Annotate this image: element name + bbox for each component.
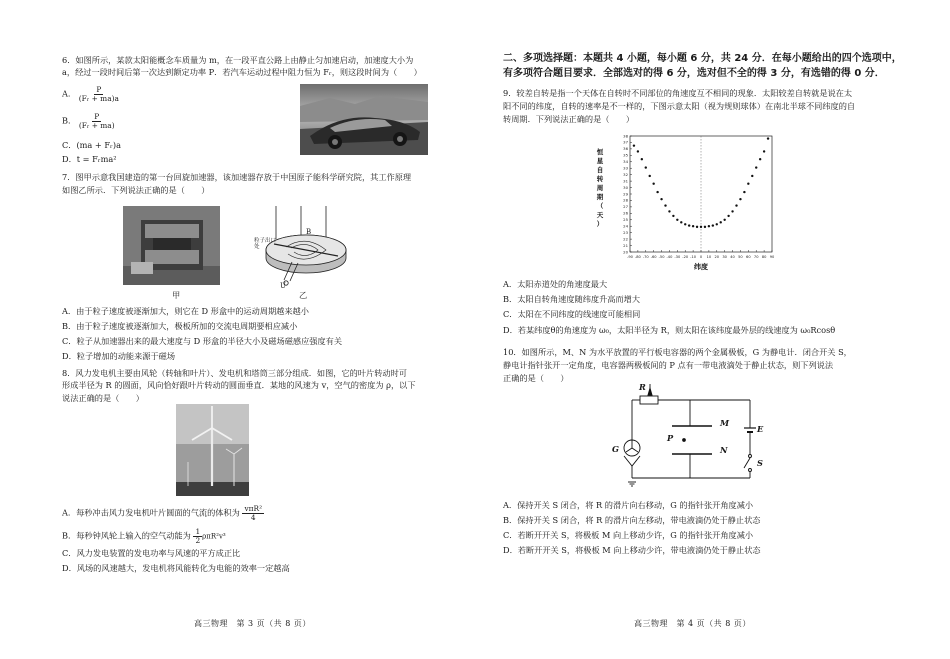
chart-y-axis-label-char: 期 [596,193,604,201]
q8-option-a[interactable]: A．每秒冲击风力发电机叶片圆面的气流的体积为 $\frac{\text{vπR²}}{4}$ [62,504,263,523]
chart-data-point [767,137,769,139]
circuit-label-n: N [720,445,728,455]
chart-y-tick-label: 29 [623,191,628,197]
q10-stem-line3: 正确的是（ ） [503,373,569,383]
q8-stem-line1: 8．风力发电机主要由风轮（转轴和叶片）、发电机和塔筒三部分组成．如图，它的叶片转动时可 [62,368,407,378]
chart-x-tick-label: 10 [706,255,712,259]
chart-y-tick-label: 20 [623,249,628,255]
chart-y-tick-label: 22 [623,236,628,242]
chart-data-point [751,175,753,177]
q7-stem-line1: 7．图甲示意我国建造的第一台回旋加速器，该加速器存放于中国原子能科学研究院，其工作原理 [62,172,412,182]
chart-data-point [735,204,737,206]
chart-x-tick-label: -60 [650,255,657,259]
chart-x-tick-label: -20 [682,255,689,259]
chart-x-tick-label: -50 [658,255,665,259]
chart-data-point [656,191,658,193]
section-title-line2: 有多项符合题目要求．全部选对的得 6 分，选对但不全的得 3 分，有选错的得 0 分． [503,68,885,79]
chart-data-point [696,226,698,228]
q10-option-c[interactable]: C．若断开开关 S，将极板 M 向上移动少许，G 的指针张开角度减小 [503,530,754,540]
chart-x-tick-label: -80 [634,255,641,259]
chart-data-point [633,144,635,146]
q6-option-a-fraction: $\frac{P}{\text{(Fᵣ + ma)a}}$ [78,85,119,104]
figure-label-a: 甲 [172,290,181,300]
chart-y-tick-label: 25 [623,217,628,223]
q9-stem-line1: 9．较差自转是指一个天体在自转时不同部位的角速度互不相同的现象．太阳较差自转就是说在太 [503,88,853,98]
q10-stem-line2: 静电计指针张开一定角度，电容器两极板间的 P 点有一带电液滴处于静止状态，则下列说法 [503,360,834,370]
chart-y-tick-label: 28 [623,197,628,203]
chart-y-axis-label-char: 周 [596,184,604,192]
chart-data-point [727,215,729,217]
q9-stem-line3: 转周期．下列说法正确的是（ ） [503,114,635,124]
q8-option-c[interactable]: C．风力发电装置的发电功率与风速的平方成正比 [62,548,241,558]
q9-stem-line2: 阳不同的纬度，自转的速率是不一样的，下图示意太阳（视为规则球体）在南北半球不同纬度的自 [503,101,856,111]
q8-option-d[interactable]: D．风场的风速越大，发电机将风能转化为电能的效率一定越高 [62,563,290,573]
chart-data-point [692,225,694,227]
right-page-footer: 高三物理 第 4 页（共 8 页） [634,619,751,628]
chart-x-tick-label: 20 [714,255,720,259]
chart-data-point [684,223,686,225]
chart-y-tick-label: 34 [623,159,628,165]
q6-stem-line2: a，经过一段时间后第一次达到额定功率 P．若汽车运动过程中阻力恒为 Fᵣ，则这段时间为（ ） [62,67,422,77]
diagram-label-exit: 粒子出口处 [254,238,277,251]
q8-stem-line3: 说法正确的是（ ） [62,393,144,403]
q6-option-b-fraction: $\frac{P}{\text{(Fᵣ + ma)}}$ [78,112,115,131]
cyclotron-diagram [246,204,356,294]
chart-x-tick-label: 70 [753,255,759,259]
circuit-label-s: S [757,458,763,468]
circuit-label-r: R [639,382,646,392]
chart-data-point [672,215,674,217]
chart-data-point [723,219,725,221]
chart-x-tick-label: -10 [690,255,697,259]
chart-data-point [637,150,639,152]
chart-x-axis-label: 纬度 [694,263,708,271]
capacitor-circuit-diagram [610,382,770,490]
chart-data-point [704,226,706,228]
q7-stem-line2: 如图乙所示．下列说法正确的是（ ） [62,185,210,195]
chart-y-tick-label: 35 [623,152,628,158]
chart-y-tick-label: 27 [623,204,628,210]
chart-data-point [688,224,690,226]
chart-x-tick-label: 30 [722,255,727,259]
chart-y-axis-label-char: 天 [596,211,604,219]
q6-stem-line1: 6．如图所示，某款太阳能概念车质量为 m，在一段平直公路上由静止匀加速启动，加速度大小为 [62,55,414,65]
chart-y-tick-label: 37 [623,139,628,145]
solar-car-photo [300,84,428,155]
chart-data-point [668,210,670,212]
circuit-label-m: M [720,418,730,428]
chart-y-tick-label: 36 [623,146,628,152]
chart-x-tick-label: -90 [627,255,633,259]
chart-data-point [731,210,733,212]
chart-y-tick-label: 23 [623,229,628,235]
chart-data-point [712,224,714,226]
circuit-label-g: G [612,444,619,454]
chart-y-axis-label-char: 转 [596,175,604,183]
chart-data-point [645,166,647,168]
chart-y-tick-label: 21 [623,242,628,248]
q8-option-b-fraction: $\frac{1}{2}$ [195,527,201,546]
q10-stem-line1: 10．如图所示，M、N 为水平放置的平行板电容器的两个金属极板，G 为静电计．闭合开关 S， [503,347,852,357]
chart-y-axis-label-char: 自 [596,166,604,174]
chart-data-point [759,158,761,160]
chart-data-point [747,182,749,184]
chart-data-point [720,221,722,223]
chart-y-axis-label-char: ） [596,220,604,228]
chart-x-tick-label: 50 [738,255,743,259]
chart-x-tick-label: 60 [746,255,751,259]
chart-y-axis-label-char: 恒 [596,148,604,156]
rotation-period-chart [590,130,778,272]
q8-stem-line2: 形成半径为 R 的圆面，风向恰好跟叶片转动的圆面垂直．某地的风速为 v，空气的密度为 ρ，以下 [62,380,416,390]
diagram-label-b: B [306,228,312,236]
q6-option-a[interactable]: A． $\frac{P}{\text{(Fᵣ + ma)a}}$ [62,85,119,104]
rotation-period-chart-svg [590,130,778,272]
chart-data-point [755,166,757,168]
chart-data-point [739,198,741,200]
chart-y-tick-label: 33 [623,165,628,171]
diagram-label-u: U [280,282,286,290]
chart-y-tick-label: 30 [623,184,628,190]
cyclotron-photo [123,206,220,285]
q7-option-d[interactable]: D．粒子增加的动能来源于磁场 [62,351,176,361]
chart-data-point [652,182,654,184]
q10-option-a[interactable]: A．保持开关 S 闭合，将 R 的滑片向右移动，G 的指针张开角度减小 [503,500,754,510]
chart-y-axis-label-char: （ [596,202,604,210]
chart-y-tick-label: 38 [623,133,628,139]
chart-x-tick-label: 0 [699,255,703,259]
chart-data-point [700,226,702,228]
chart-data-point [716,223,718,225]
chart-x-tick-label: -70 [642,255,649,259]
figure-label-b: 乙 [299,290,308,300]
q8-option-b[interactable]: B．每秒钟风轮上输入的空气动能为 $\frac{1}{2}$ ρπR²v³ [62,527,226,546]
chart-data-point [708,225,710,227]
chart-data-point [660,198,662,200]
circuit-label-p: P [667,433,674,443]
q7-option-b[interactable]: B．由于粒子速度被逐渐加大，极板所加的交流电周期要相应减小 [62,321,298,331]
chart-x-tick-label: -30 [674,255,681,259]
q6-option-b[interactable]: B． $\frac{P}{\text{(Fᵣ + ma)}}$ [62,112,115,131]
chart-data-point [649,175,651,177]
q7-option-a[interactable]: A．由于粒子速度被逐渐加大，则它在 D 形盒中的运动周期越来越小 [62,306,309,316]
wind-turbine-photo [176,404,249,496]
q9-option-d[interactable]: D．若某纬度θ的角速度为 ω₀，太阳半径为 R，则太阳在该纬度最外层的线速度为 ω₀Rcosθ [503,325,836,335]
q6-option-d[interactable]: D．t = Fᵣma² [62,154,117,164]
left-page-footer: 高三物理 第 3 页（共 8 页） [194,619,311,628]
chart-y-tick-label: 24 [623,223,628,229]
chart-x-tick-label: 40 [730,255,735,259]
q9-option-a[interactable]: A．太阳赤道处的角速度最大 [503,279,608,289]
chart-data-point [676,219,678,221]
q9-option-b[interactable]: B．太阳自转角速度随纬度升高而增大 [503,294,641,304]
circuit-label-e: E [757,424,764,434]
chart-data-point [763,150,765,152]
circuit-svg [610,382,770,490]
chart-data-point [680,221,682,223]
chart-data-point [743,191,745,193]
section-title-line1: 二、多项选择题：本题共 4 小题，每小题 6 分，共 24 分．在每小题给出的四个选项中， [503,53,902,64]
q8-option-a-fraction: $\frac{\text{vπR²}}{4}$ [244,504,263,523]
chart-x-tick-label: 90 [769,255,775,259]
chart-y-tick-label: 32 [623,171,628,177]
q10-option-d[interactable]: D．若断开开关 S，将极板 M 向上移动少许，带电液滴仍处于静止状态 [503,545,761,555]
chart-x-tick-label: 80 [761,255,767,259]
q7-option-c[interactable]: C．粒子从加速器出来的最大速度与 D 形盒的半径大小及磁场磁感应强度有关 [62,336,343,346]
chart-y-tick-label: 31 [623,178,628,184]
chart-data-point [664,204,666,206]
chart-x-tick-label: -40 [666,255,673,259]
chart-y-axis-label-char: 星 [596,157,604,165]
q10-option-b[interactable]: B．保持开关 S 闭合，将 R 的滑片向左移动，带电液滴仍处于静止状态 [503,515,761,525]
chart-data-point [641,158,643,160]
q9-option-c[interactable]: C．太阳在不同纬度的线速度可能相同 [503,309,641,319]
chart-y-tick-label: 26 [623,210,628,216]
q6-option-c[interactable]: C．(ma + Fᵣ)a [62,140,121,150]
